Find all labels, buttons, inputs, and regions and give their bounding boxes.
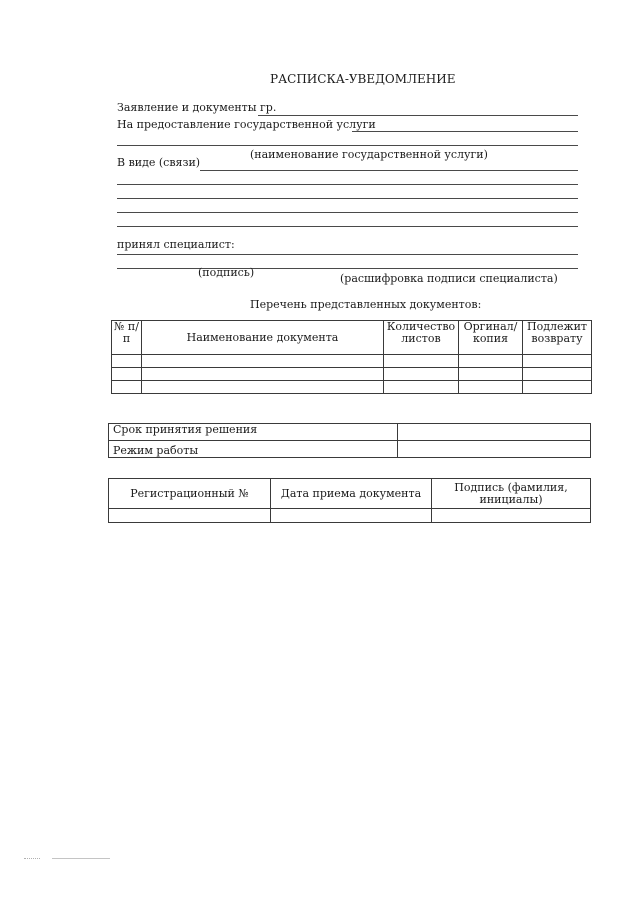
table-row [112, 381, 592, 394]
table-cell[interactable] [384, 368, 459, 381]
documents-list-title: Перечень представленных документов: [250, 298, 482, 311]
table-cell[interactable] [384, 355, 459, 368]
work-mode-value[interactable] [398, 441, 591, 458]
table-row [112, 355, 592, 368]
statement-field[interactable] [258, 115, 578, 116]
service-field[interactable] [352, 131, 578, 132]
table-cell[interactable] [142, 381, 384, 394]
registration-number-value[interactable] [109, 509, 271, 523]
table-cell[interactable] [112, 368, 142, 381]
header-signature: Подпись (фамилия, инициалы) [432, 479, 591, 509]
table-cell[interactable] [112, 355, 142, 368]
table-cell[interactable] [459, 355, 523, 368]
documents-table [111, 320, 592, 394]
decision-deadline-value[interactable] [398, 424, 591, 441]
specialist-field[interactable] [117, 254, 578, 255]
service-caption: (наименование государственной услуги) [250, 148, 488, 161]
specialist-label: принял специалист: [117, 238, 235, 251]
form-label: В виде (связи) [117, 156, 201, 169]
table-cell[interactable] [523, 368, 592, 381]
scan-mark [52, 858, 110, 859]
table-cell[interactable] [112, 381, 142, 394]
table-cell[interactable] [523, 355, 592, 368]
work-mode-label: Режим работы [109, 441, 398, 458]
header-acceptance-date: Дата приема документа [271, 479, 432, 509]
decision-deadline-label: Срок принятия решения [109, 424, 398, 441]
signature-field[interactable] [117, 268, 578, 269]
header-registration-number: Регистрационный № [109, 479, 271, 509]
header-number: № п/п [112, 321, 142, 355]
table-cell[interactable] [459, 381, 523, 394]
document-title: РАСПИСКА-УВЕДОМЛЕНИЕ [270, 72, 456, 86]
service-label: На предоставление государственной услуги [117, 118, 376, 131]
header-sheet-count: Количество листов [384, 321, 459, 355]
header-original-copy: Оргинал/ копия [459, 321, 523, 355]
statement-label: Заявление и документы гр. [117, 101, 277, 114]
table-cell[interactable] [142, 368, 384, 381]
table-cell[interactable] [523, 381, 592, 394]
form-field-line-3[interactable] [117, 198, 578, 199]
signature-value[interactable] [432, 509, 591, 523]
table-cell[interactable] [384, 381, 459, 394]
signature-caption: (подпись) [198, 266, 255, 279]
table-cell[interactable] [142, 355, 384, 368]
form-field-line-5[interactable] [117, 226, 578, 227]
scan-mark [24, 858, 40, 859]
form-field-line-2[interactable] [117, 184, 578, 185]
service-field-continuation[interactable] [117, 145, 578, 146]
table-row [109, 441, 591, 458]
table-row [109, 509, 591, 523]
table-row [112, 368, 592, 381]
table-row [109, 424, 591, 441]
header-document-name: Наименование документа [142, 321, 384, 355]
form-field[interactable] [200, 170, 578, 171]
table-cell[interactable] [459, 368, 523, 381]
decode-caption: (расшифровка подписи специалиста) [340, 272, 558, 285]
registration-table [108, 478, 591, 523]
form-field-line-4[interactable] [117, 212, 578, 213]
acceptance-date-value[interactable] [271, 509, 432, 523]
decision-table [108, 423, 591, 458]
header-return: Подлежит возврату [523, 321, 592, 355]
